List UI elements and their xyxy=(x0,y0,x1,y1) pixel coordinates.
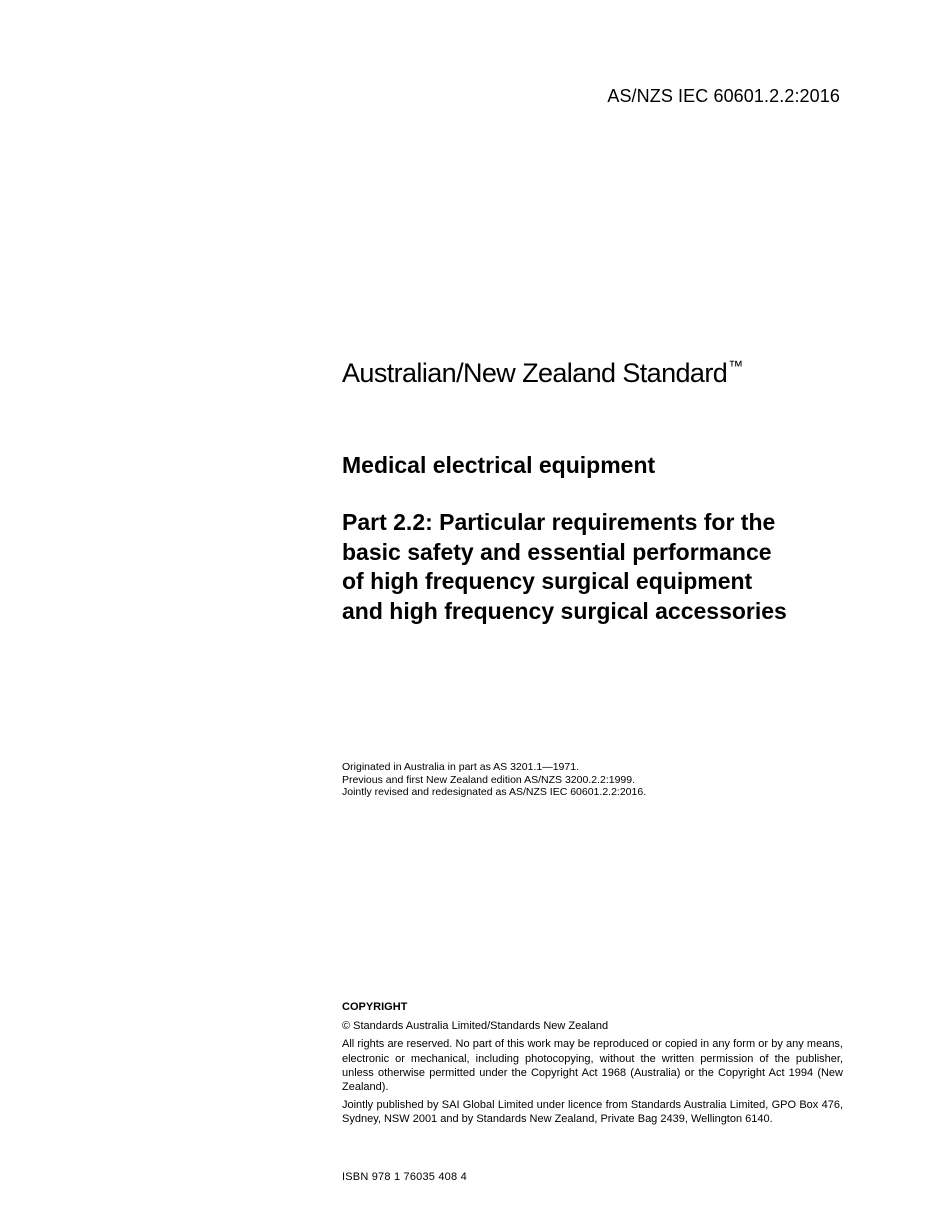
copyright-publisher-notice: Jointly published by SAI Global Limited under licence from Standards Australia Limited, GPO Box 476, Sydney, NSW 2001 and by Standards New Zealand, Private Bag 2439, Wellington 6140. xyxy=(342,1099,843,1126)
standard-designation: AS/NZS IEC 60601.2.2:2016 xyxy=(607,86,840,106)
series-title: Medical electrical equipment xyxy=(342,452,656,478)
trademark-symbol: ™ xyxy=(728,358,743,375)
history-line: Previous and first New Zealand edition AS/NZS 3200.2.2:1999. xyxy=(342,773,636,786)
standard-type-text: Australian/New Zealand Standard xyxy=(342,358,728,388)
copyright-holder: © Standards Australia Limited/Standards New Zealand xyxy=(342,1020,609,1033)
history-line: Originated in Australia in part as AS 3201.1—1971. xyxy=(342,761,579,773)
standard-type-title xyxy=(342,358,843,389)
copyright-rights-notice: All rights are reserved. No part of this work may be reproduced or copied in any form or by any means, electronic or mechanical, including photocopying, without the written permission of the publisher, unless otherwise permitted under the Copyright Act 1968 (Australia) or the Copyright Act 1994 (New Zealand). xyxy=(342,1038,843,1094)
copyright-heading: COPYRIGHT xyxy=(342,1001,408,1013)
publication-history xyxy=(342,761,843,799)
isbn: ISBN 978 1 76035 408 4 xyxy=(342,1171,467,1183)
copyright-section xyxy=(342,1000,843,1131)
part-title: Part 2.2: Particular requirements for the basic safety and essential performance of high frequency surgical equipment and high frequency surgical accessories xyxy=(342,509,787,624)
history-line: Jointly revised and redesignated as AS/NZS IEC 60601.2.2:2016. xyxy=(342,786,647,799)
